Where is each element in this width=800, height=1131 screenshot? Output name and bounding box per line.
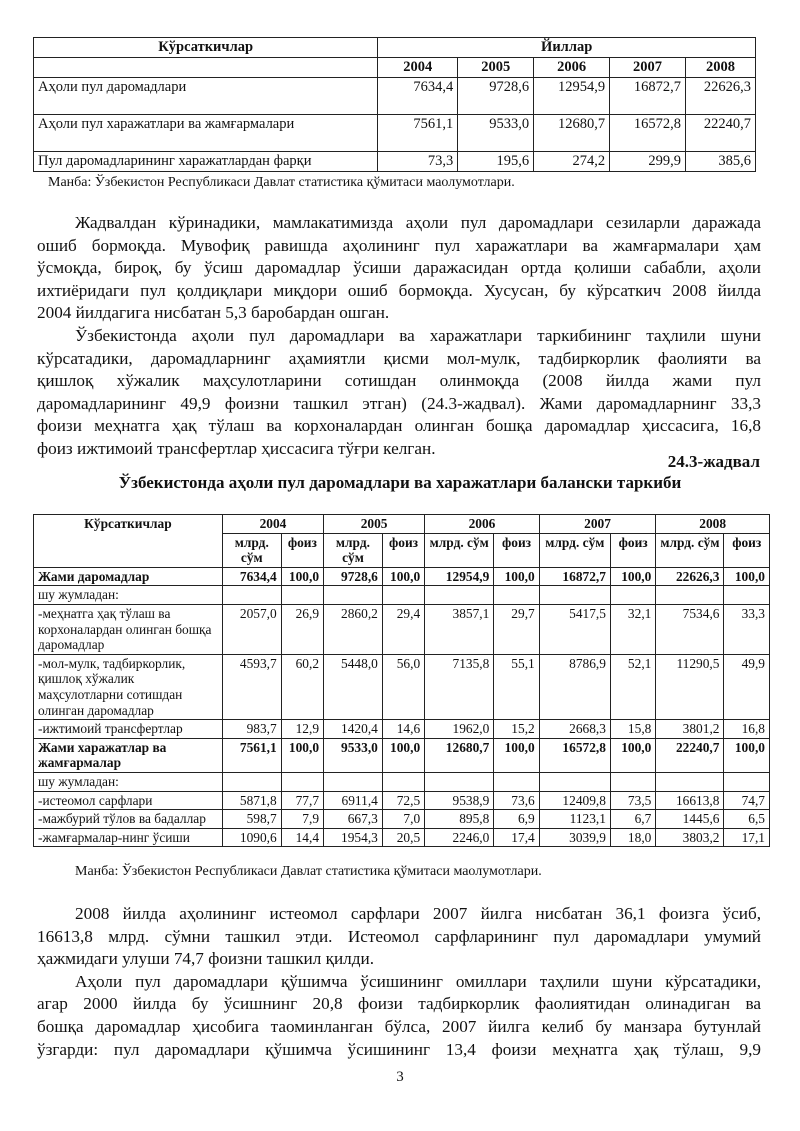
value-cell: 6,7	[610, 810, 655, 829]
unit-pct-header: фоиз	[494, 533, 539, 567]
value-cell: 16872,7	[610, 78, 686, 115]
text-line: фоиз ижтимоий трансфертлар ҳиссасига тўғри келган.	[37, 438, 436, 458]
value-cell: 22240,7	[656, 738, 724, 772]
unit-bln-header: млрд. сўм	[539, 533, 610, 567]
blank-header-cell	[34, 58, 378, 78]
value-cell	[382, 772, 424, 791]
value-cell	[281, 772, 323, 791]
text-line: 2008 йилда аҳолининг истеомол сарфлари 2007 йилга нисбатан 36,1 фоизга ўсиб,	[75, 904, 761, 923]
value-cell: 32,1	[610, 604, 655, 654]
value-cell: 100,0	[724, 738, 770, 772]
value-cell: 7561,1	[222, 738, 281, 772]
value-cell: 3803,2	[656, 828, 724, 847]
paragraph-2	[37, 325, 761, 461]
value-cell: 9728,6	[324, 567, 383, 586]
value-cell: 1090,6	[222, 828, 281, 847]
row-label: -ижтимоий трансфертлар	[34, 720, 223, 739]
value-cell: 100,0	[494, 738, 539, 772]
text-line: ҳажмидаги улуши 74,7 фоизни ташкил қилди.	[37, 949, 374, 969]
text-line: ўсмоқда, бироқ, бу ўсиш даромадлар ўсиши даражасидан ортда қолиши сабабли, аҳоли	[37, 258, 761, 278]
value-cell	[494, 772, 539, 791]
text-line: қишлоқ хўжалик маҳсулотларини сотишдан олинмоқда (2008 йилда жами пул	[37, 371, 761, 391]
value-cell: 55,1	[494, 654, 539, 719]
text-line: Аҳоли пул даромадлари қўшимча ўсишининг омиллари таҳлили шуни кўрсатадики,	[75, 971, 761, 991]
table-number: 24.3-жадвал	[667, 452, 760, 471]
unit-pct-header: фоиз	[724, 533, 770, 567]
text-line: фоизи меҳнатга ҳақ тўлаш ва корхоналардан олинган бошқа даромадлар ҳиссасига, 16,8	[37, 416, 761, 436]
year-header: 2005	[324, 515, 425, 534]
value-cell: 12680,7	[534, 115, 610, 152]
value-cell	[222, 772, 281, 791]
paragraph-3	[37, 903, 761, 971]
value-cell: 1962,0	[425, 720, 494, 739]
table-row	[34, 654, 770, 719]
value-cell: 9533,0	[324, 738, 383, 772]
value-cell: 895,8	[425, 810, 494, 829]
value-cell	[324, 586, 383, 605]
row-label: Жами харажатлар ва жамғармалар	[34, 738, 223, 772]
value-cell: 12954,9	[534, 78, 610, 115]
unit-bln-header: млрд. сўм	[222, 533, 281, 567]
year-header: 2004	[378, 58, 458, 78]
value-cell: 33,3	[724, 604, 770, 654]
value-cell: 9538,9	[425, 791, 494, 810]
value-cell: 17,4	[494, 828, 539, 847]
value-cell	[656, 772, 724, 791]
year-header: 2006	[425, 515, 540, 534]
value-cell: 100,0	[382, 738, 424, 772]
table-title: Ўзбекистонда аҳоли пул даромадлари ва харажатлари балански таркиби	[118, 473, 682, 492]
year-header: 2008	[686, 58, 756, 78]
value-cell: 2668,3	[539, 720, 610, 739]
value-cell: 29,7	[494, 604, 539, 654]
table-row	[34, 115, 756, 152]
text-line: 16613,8 млрд. сўмни ташкил этди. Истеомол сарфларининг пул даромадлари умумий	[37, 926, 761, 946]
text-line: 2004 йилдагига нисбатан 5,3 баробардан ошган.	[37, 303, 390, 323]
value-cell	[222, 586, 281, 605]
indicators-header: Кўрсаткичлар	[34, 515, 223, 568]
table-row	[34, 604, 770, 654]
value-cell: 100,0	[281, 567, 323, 586]
value-cell: 12409,8	[539, 791, 610, 810]
value-cell: 1445,6	[656, 810, 724, 829]
value-cell: 3801,2	[656, 720, 724, 739]
row-label: -меҳнатга ҳақ тўлаш ва корхоналардан олинган бошқа даромадлар	[34, 604, 223, 654]
value-cell: 15,2	[494, 720, 539, 739]
value-cell: 1954,3	[324, 828, 383, 847]
paragraph-4	[37, 971, 761, 1061]
value-cell: 1123,1	[539, 810, 610, 829]
value-cell	[539, 586, 610, 605]
text-line: даромадларининг 49,9 фоизни ташкил этган) (24.3-жадвал). Жами даромадларнинг 33,3	[37, 393, 761, 413]
table-row	[34, 772, 770, 791]
row-label: -мол-мулк, тадбиркорлик, қишлоқ хўжалик маҳсулотларни сотишдан олинган даромадлар	[34, 654, 223, 719]
value-cell: 12,9	[281, 720, 323, 739]
value-cell: 14,6	[382, 720, 424, 739]
value-cell: 16572,8	[610, 115, 686, 152]
value-cell: 7,9	[281, 810, 323, 829]
text-line: агар 2000 йилда бу ўсишнинг 20,8 фоизи тадбиркорлик фаолиятидан олинадиган ва	[37, 994, 761, 1014]
year-header: 2005	[458, 58, 534, 78]
row-label: шу жумладан:	[34, 586, 223, 605]
value-cell: 22626,3	[656, 567, 724, 586]
value-cell: 598,7	[222, 810, 281, 829]
body-text-block-1	[37, 212, 761, 461]
value-cell: 100,0	[724, 567, 770, 586]
value-cell: 299,9	[610, 152, 686, 172]
value-cell: 7,0	[382, 810, 424, 829]
year-header: 2008	[656, 515, 770, 534]
text-line: Ўзбекистонда аҳоли пул даромадлари ва харажатлари таркибининг таҳлили шуни	[75, 325, 761, 345]
value-cell: 385,6	[686, 152, 756, 172]
value-cell: 2057,0	[222, 604, 281, 654]
year-header: 2007	[610, 58, 686, 78]
text-line: кўрсатадики, даромадларнинг аҳамиятли қисми мол-мулк, тадбиркорлик фаолияти ва	[37, 348, 761, 368]
value-cell: 17,1	[724, 828, 770, 847]
table1-source-note: Манба: Ўзбекистон Республикаси Давлат статистика қўмитаси маолумотлари.	[48, 175, 515, 190]
value-cell	[724, 772, 770, 791]
value-cell: 100,0	[494, 567, 539, 586]
row-label: Аҳоли пул харажатлари ва жамғармалари	[34, 115, 378, 152]
value-cell: 74,7	[724, 791, 770, 810]
year-header: 2004	[222, 515, 323, 534]
value-cell	[382, 586, 424, 605]
value-cell	[324, 772, 383, 791]
value-cell	[610, 586, 655, 605]
value-cell	[539, 772, 610, 791]
table-row	[34, 810, 770, 829]
value-cell: 16,8	[724, 720, 770, 739]
table-row	[34, 720, 770, 739]
value-cell	[656, 586, 724, 605]
table-row	[34, 828, 770, 847]
value-cell: 983,7	[222, 720, 281, 739]
value-cell: 72,5	[382, 791, 424, 810]
value-cell: 12680,7	[425, 738, 494, 772]
text-line: бошқа даромадлар ҳисобига таоминланган бўлса, 2007 йилга келиб бу манзара бутунлай	[37, 1016, 761, 1036]
text-line: Жадвалдан кўринадики, мамлакатимизда аҳоли пул даромадлари сезиларли даражада	[75, 213, 761, 232]
value-cell: 14,4	[281, 828, 323, 847]
value-cell: 274,2	[534, 152, 610, 172]
unit-bln-header: млрд. сўм	[425, 533, 494, 567]
row-label: шу жумладан:	[34, 772, 223, 791]
value-cell: 20,5	[382, 828, 424, 847]
value-cell: 6,9	[494, 810, 539, 829]
row-label: Пул даромадларининг харажатлардан фарқи	[34, 152, 378, 172]
income-summary-table	[33, 37, 756, 172]
value-cell: 5448,0	[324, 654, 383, 719]
value-cell: 667,3	[324, 810, 383, 829]
row-label: -истеомол сарфлари	[34, 791, 223, 810]
text-line: ўзгарди: пул даромадлари қўшимча ўсишининг 13,4 фоизи меҳнатга ҳақ тўлаш, 9,9	[37, 1039, 761, 1059]
table-row	[34, 567, 770, 586]
row-label: Жами даромадлар	[34, 567, 223, 586]
value-cell: 16872,7	[539, 567, 610, 586]
row-label: Аҳоли пул даромадлари	[34, 78, 378, 115]
value-cell: 6,5	[724, 810, 770, 829]
value-cell: 11290,5	[656, 654, 724, 719]
value-cell	[724, 586, 770, 605]
value-cell: 12954,9	[425, 567, 494, 586]
value-cell: 7634,4	[378, 78, 458, 115]
value-cell	[425, 772, 494, 791]
value-cell: 100,0	[382, 567, 424, 586]
value-cell: 7534,6	[656, 604, 724, 654]
unit-pct-header: фоиз	[281, 533, 323, 567]
value-cell: 77,7	[281, 791, 323, 810]
value-cell: 3039,9	[539, 828, 610, 847]
value-cell: 100,0	[281, 738, 323, 772]
table-row	[34, 78, 756, 115]
table2-source-note: Манба: Ўзбекистон Республикаси Давлат статистика қўмитаси маолумотлари.	[75, 864, 542, 879]
table-row	[34, 586, 770, 605]
value-cell	[425, 586, 494, 605]
value-cell	[494, 586, 539, 605]
value-cell: 3857,1	[425, 604, 494, 654]
value-cell: 1420,4	[324, 720, 383, 739]
value-cell: 7561,1	[378, 115, 458, 152]
page-number: 3	[396, 1069, 404, 1085]
value-cell: 29,4	[382, 604, 424, 654]
unit-pct-header: фоиз	[382, 533, 424, 567]
table-row	[34, 738, 770, 772]
unit-pct-header: фоиз	[610, 533, 655, 567]
value-cell: 100,0	[610, 738, 655, 772]
value-cell: 49,9	[724, 654, 770, 719]
row-label: -мажбурий тўлов ва бадаллар	[34, 810, 223, 829]
value-cell: 2860,2	[324, 604, 383, 654]
value-cell: 100,0	[610, 567, 655, 586]
value-cell: 22240,7	[686, 115, 756, 152]
income-expense-balance-table	[33, 514, 770, 847]
table-row	[34, 152, 756, 172]
year-header: 2006	[534, 58, 610, 78]
value-cell	[610, 772, 655, 791]
value-cell: 4593,7	[222, 654, 281, 719]
value-cell: 22626,3	[686, 78, 756, 115]
value-cell: 73,6	[494, 791, 539, 810]
value-cell: 8786,9	[539, 654, 610, 719]
value-cell: 73,3	[378, 152, 458, 172]
table-row	[34, 791, 770, 810]
text-line: ихтиёридаги пул қолдиқлари миқдори ошиб бормоқда. Хусусан, бу кўрсаткич 2008 йилда	[37, 280, 761, 300]
indicators-header: Кўрсаткичлар	[34, 38, 378, 58]
value-cell: 18,0	[610, 828, 655, 847]
text-line: ошиб бормоқда. Мувофиқ равишда аҳолининг пул харажатлари ва жамғармалари ҳам	[37, 235, 761, 255]
value-cell: 26,9	[281, 604, 323, 654]
value-cell: 9728,6	[458, 78, 534, 115]
value-cell: 16572,8	[539, 738, 610, 772]
value-cell: 73,5	[610, 791, 655, 810]
value-cell: 7135,8	[425, 654, 494, 719]
value-cell: 60,2	[281, 654, 323, 719]
value-cell: 7634,4	[222, 567, 281, 586]
year-header: 2007	[539, 515, 656, 534]
unit-bln-header: млрд. сўм	[656, 533, 724, 567]
value-cell: 5871,8	[222, 791, 281, 810]
years-header: Йиллар	[378, 38, 756, 58]
value-cell: 6911,4	[324, 791, 383, 810]
value-cell: 9533,0	[458, 115, 534, 152]
body-text-block-2	[37, 903, 761, 1061]
paragraph-1	[37, 212, 761, 325]
unit-bln-header: млрд. сўм	[324, 533, 383, 567]
value-cell: 56,0	[382, 654, 424, 719]
row-label: -жамғармалар-нинг ўсиши	[34, 828, 223, 847]
value-cell: 52,1	[610, 654, 655, 719]
value-cell: 5417,5	[539, 604, 610, 654]
value-cell: 195,6	[458, 152, 534, 172]
value-cell	[281, 586, 323, 605]
value-cell: 15,8	[610, 720, 655, 739]
value-cell: 2246,0	[425, 828, 494, 847]
value-cell: 16613,8	[656, 791, 724, 810]
